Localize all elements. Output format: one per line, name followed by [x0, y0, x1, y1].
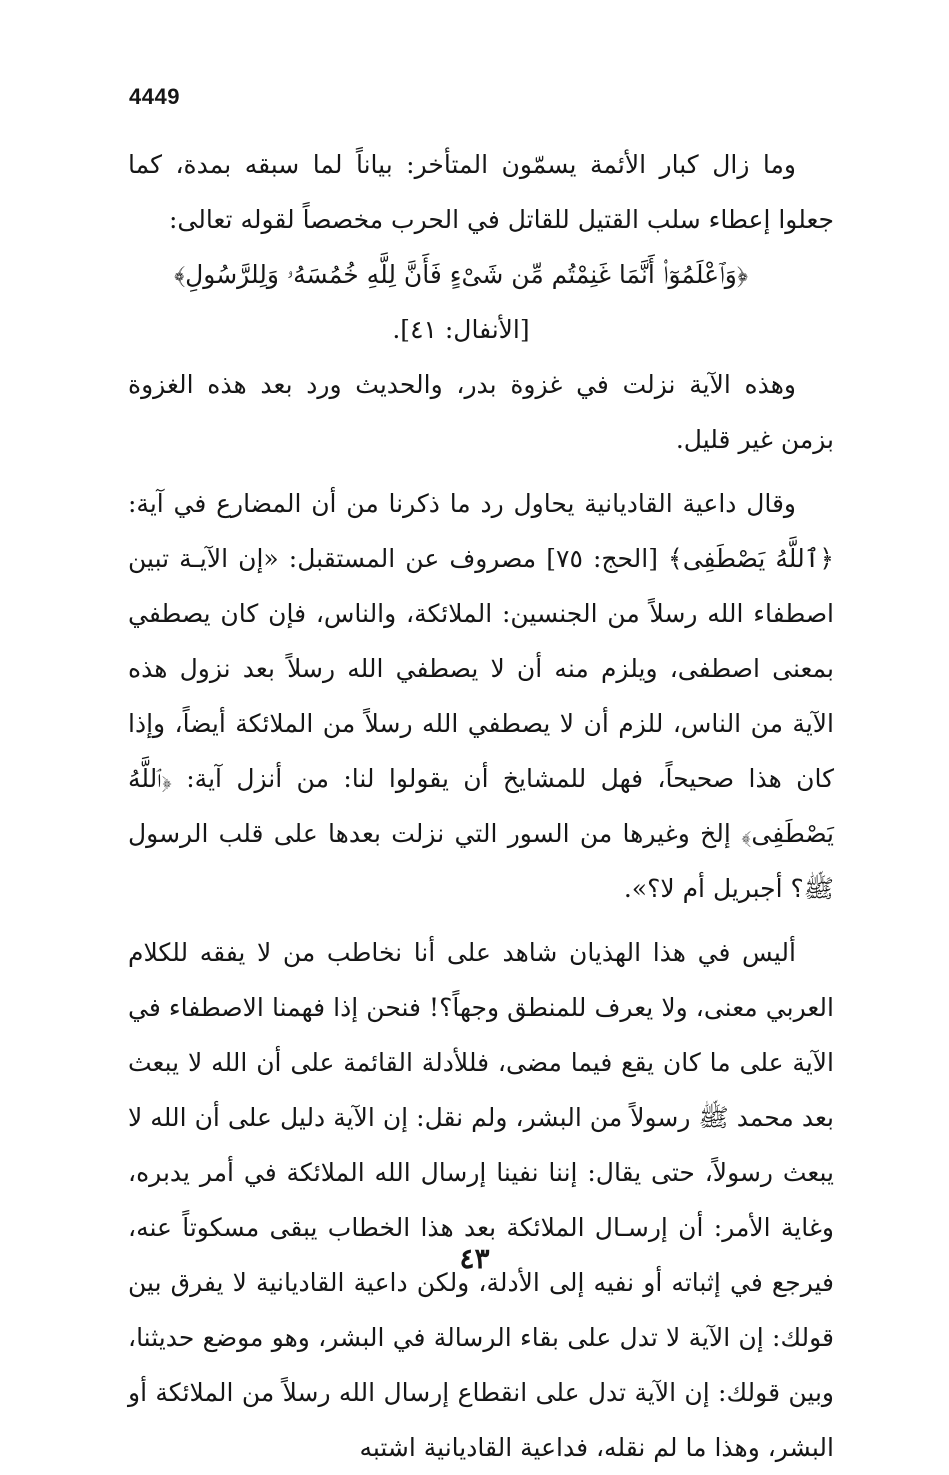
- quran-verse: ﴿وَٱعْلَمُوٓا۟ أَنَّمَا غَنِمْتُم مِّن شَىْءٍ فَأَنَّ لِلَّهِ خُمُسَهُۥ وَلِلرَّسُولِ﴾ [الأنفال: ٤١].: [174, 260, 748, 344]
- page-id: 4449: [129, 84, 180, 109]
- paragraph: وما زال كبار الأئمة يسمّون المتأخر: بياناً لما سبقه بمدة، كما جعلوا إعطاء سلب القتيل للقاتل في الحرب مخصصاً لقوله تعالى:: [128, 150, 834, 234]
- paragraph: أليس في هذا الهذيان شاهد على أنا نخاطب من لا يفقه للكلام العربي معنى، ولا يعرف للمنطق وجهاً؟! فنحن إذا فهمنا الاصطفاء في الآية على ما كان يقع فيما مضى، فللأدلة القائمة على أن الله لا يبعث بعد محمد ﷺ رسولاً من البشر، ولم نقل: إن الآية دليل على أن الله لا يبعث رسولاً، حتى يقال: إننا نفينا إرسال الله الملائكة في أمر يدبره، وغاية الأمر: أن إرسـال الملائكة بعد هذا الخطاب يبقى مسكوتاً عنه، فيرجع في إثباته أو نفيه إلى الأدلة، ولكن داعية القاديانية لا يفرق بين قولك: إن الآية لا تدل على بقاء الرسالة في البشر، وهو موضع حديثنا، وبين قولك: إن الآية تدل على انقطاع إرسال الله رسلاً من الملائكة أو البشر، وهذا ما لم نقله، فداعية القاديانية اشتبه: [128, 938, 834, 1462]
- paragraph: وهذه الآية نزلت في غزوة بدر، والحديث ورد بعد هذه الغزوة بزمن غير قليل.: [128, 370, 834, 454]
- page-number: ٤٣: [459, 1242, 490, 1275]
- paragraph: وقال داعية القاديانية يحاول رد ما ذكرنا من أن المضارع في آية: ﴿ٱللَّهُ يَصْطَفِى﴾ [الحج: ٧٥] مصروف عن المستقبل: «إن الآيـة تبين اصطفاء الله رسلاً من الجنسين: الملائكة، والناس، فإن كان يصطفي بمعنى اصطفى، ويلزم منه أن لا يصطفي الله رسلاً بعد نزول هذه الآية من الناس، للزم أن لا يصطفي الله رسلاً من الملائكة أيضاً، وإذا كان هذا صحيحاً، فهل للمشايخ أن يقولوا لنا: من أنزل آية: ﴿ٱللَّهُ يَصْطَفِى﴾ إلخ وغيرها من السور التي نزلت بعدها على قلب الرسول ﷺ؟ أجبريل أم لا؟».: [128, 489, 834, 903]
